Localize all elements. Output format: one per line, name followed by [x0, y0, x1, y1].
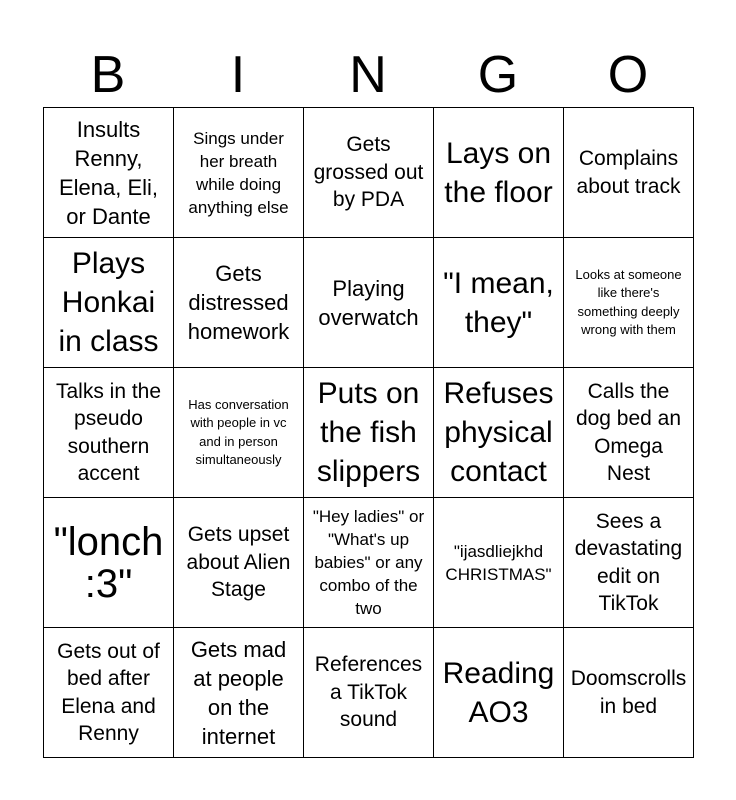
grid-row [44, 628, 694, 758]
bingo-cell[interactable] [564, 238, 694, 368]
cell-text: Plays Honkai in class [58, 247, 159, 358]
bingo-cell[interactable] [44, 108, 174, 238]
bingo-cell[interactable] [174, 498, 304, 628]
cell-text: Playing overwatch [318, 275, 419, 330]
cell-text: Doomscrolls in bed [570, 667, 687, 718]
bingo-cell[interactable] [564, 498, 694, 628]
header-letter-o: O [607, 46, 649, 104]
bingo-header [43, 44, 693, 106]
cell-text: "ijasdliejkhd CHRISTMAS" [445, 541, 552, 584]
header-letter-n: N [349, 46, 387, 104]
grid-row [44, 238, 694, 368]
cell-text: "Hey ladies" or "What's up babies" or any combo of the two [312, 507, 425, 618]
bingo-cell[interactable] [44, 628, 174, 758]
bingo-cell[interactable] [434, 368, 564, 498]
bingo-cell[interactable] [434, 238, 564, 368]
bingo-cell[interactable] [174, 238, 304, 368]
bingo-cell[interactable] [304, 108, 434, 238]
header-letter-g: G [477, 46, 519, 104]
cell-text: Reading AO3 [442, 656, 555, 729]
cell-text: Sings under her breath while doing anything else [188, 128, 289, 217]
bingo-cell[interactable] [174, 108, 304, 238]
cell-text: "lonch :3" [53, 519, 164, 606]
bingo-cell[interactable] [564, 368, 694, 498]
cell-text: References a TikTok sound [314, 653, 423, 732]
cell-text: Calls the dog bed an Omega Nest [575, 379, 682, 485]
bingo-cell[interactable] [564, 108, 694, 238]
bingo-cell[interactable] [434, 498, 564, 628]
grid-row [44, 498, 694, 628]
cell-text: Insults Renny, Elena, Eli, or Dante [58, 116, 159, 229]
grid-row [44, 368, 694, 498]
bingo-cell[interactable] [174, 628, 304, 758]
cell-text: Gets distressed homework [187, 261, 290, 344]
bingo-cell[interactable] [174, 368, 304, 498]
bingo-cell[interactable] [564, 628, 694, 758]
bingo-cell[interactable] [44, 368, 174, 498]
cell-text: Lays on the floor [444, 136, 553, 209]
cell-text: Talks in the pseudo southern accent [55, 379, 162, 485]
cell-text: "I mean, they" [443, 266, 554, 339]
header-letter-i: I [230, 46, 246, 104]
bingo-cell[interactable] [304, 368, 434, 498]
bingo-cell[interactable] [44, 498, 174, 628]
cell-text: Complains about track [576, 147, 681, 198]
bingo-cell[interactable] [44, 238, 174, 368]
bingo-cell[interactable] [434, 628, 564, 758]
cell-text: Gets mad at people on the internet [190, 636, 287, 749]
grid-row [44, 108, 694, 238]
bingo-cell[interactable] [304, 628, 434, 758]
cell-text: Gets upset about Alien Stage [186, 523, 291, 602]
bingo-cell[interactable] [304, 498, 434, 628]
bingo-cell[interactable] [304, 238, 434, 368]
cell-text: Refuses physical contact [443, 377, 554, 488]
header-letter-b: B [90, 46, 126, 104]
bingo-grid [43, 107, 694, 758]
cell-text: Has conversation with people in vc and in person simultaneously [188, 396, 289, 467]
cell-text: Gets grossed out by PDA [313, 133, 424, 212]
cell-text: Gets out of bed after Elena and Renny [57, 639, 160, 745]
cell-text: Puts on the fish slippers [316, 377, 421, 488]
cell-text: Sees a devastating edit on TikTok [574, 509, 683, 615]
bingo-cell[interactable] [434, 108, 564, 238]
cell-text: Looks at someone like there's something deeply wrong with them [575, 266, 682, 337]
